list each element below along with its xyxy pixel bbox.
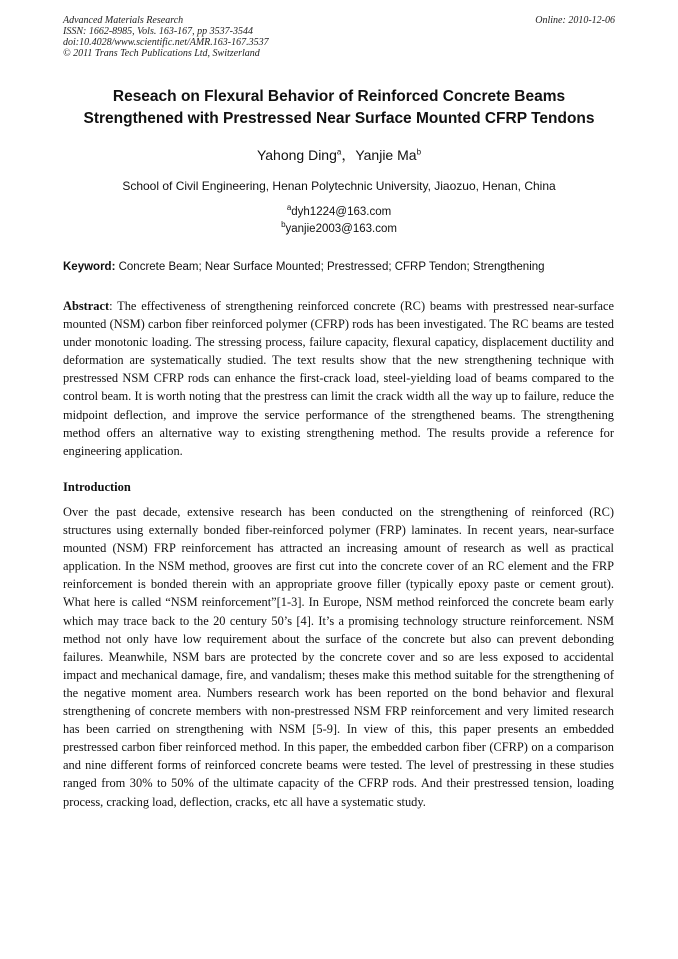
author-separator: ， bbox=[341, 147, 356, 163]
title-line-1: Reseach on Flexural Behavior of Reinforced Concrete Beams bbox=[112, 88, 566, 105]
author-2-affil: b bbox=[416, 147, 422, 157]
paper-title bbox=[40, 86, 638, 130]
abstract-text: : The effectiveness of strengthening reinforced concrete (RC) beams with prestressed near-surface mounted (NSM) carbon fiber reinforced polymer (CFRP) rods has been investigated. The RC beams are tested under monotonic loading. The stressing process, failure capacity, flexural capaticy, displacement ductility and deformation are systematically studied. The text results show that the new strengthening technique with prestressed NSM CFRP rods can enhance the first-crack load, steel-yielding load of beams compared to the control beam. It is worth noting that the prestress can limit the crack width all the way up to failure, reduce the midpoint deflection, and improve the service performance of the strengthened beams. The strengthening method offers an alternative way to existing strengthening method. The results provide a reference for engineering application. bbox=[63, 299, 614, 458]
author-2: Yanjie Ma bbox=[355, 147, 417, 163]
email-2: yanjie2003@163.com bbox=[285, 223, 397, 235]
email-1-line bbox=[0, 204, 678, 221]
author-1-affil: a bbox=[336, 147, 342, 157]
introduction-body: Over the past decade, extensive research has been conducted on the strengthening of reinforced (RC) structures using externally bonded fiber-reinforced polymer (FRP) laminates. In recent years, near-surface mounted (NSM) FRP reinforcement has attracted an increasing amount of research as well as practical application. In the NSM method, grooves are first cut into the concrete cover of an RC element and the FRP reinforcement is bonded therein with an appropriate groove filler (typically epoxy paste or cement grout). What here is called “NSM reinforcement”[1-3]. In Europe, NSM method reinforced the concrete beam early which may trace back to the 20 century 50’s [4]. It’s a promising technology structure reinforcement. NSM method not only have low requirement about the surface of the concrete but also can prevent debonding failures. Meanwhile, NSM bars are protected by the concrete cover and so are less exposed to accidental impact and mechanical damage, fire, and vandalism; theses make this method suitable for the strengthening of the negative moment area. Numbers research work has been reported on the bond behavior and flexural strengthening of concrete members with non-prestressed NSM FRP reinforcement and very limited research has been carried on strengthening with NSM [5-9]. In view of this, this paper presents an embedded prestressed carbon fiber reinforced method. In this paper, the embedded carbon fiber (CFRP) on a comparison and nine different forms of reinforced concrete beams were tested. The level of prestressing in these studies ranged from 30% to 50% of the ultimate capacity of the CFRP rods. And their prestressed tension, loading process, cracking load, deflection, cracks, etc all have a systematic study. bbox=[63, 505, 614, 809]
author-list bbox=[0, 146, 678, 164]
email-1-sup: a bbox=[286, 203, 292, 213]
affiliation: School of Civil Engineering, Henan Polytechnic University, Jiaozuo, Henan, China bbox=[122, 179, 556, 193]
journal-name: Advanced Materials Research bbox=[63, 15, 184, 26]
journal-header bbox=[63, 15, 269, 59]
abstract bbox=[63, 297, 614, 460]
email-2-line bbox=[0, 221, 678, 238]
keywords-text: Concrete Beam; Near Surface Mounted; Prestressed; CFRP Tendon; Strengthening bbox=[115, 261, 545, 273]
email-1: dyh1224@163.com bbox=[291, 206, 392, 218]
abstract-label: Abstract bbox=[63, 299, 110, 313]
issn-line: ISSN: 1662-8985, Vols. 163-167, pp 3537-3544 bbox=[63, 26, 253, 37]
copyright-line: © 2011 Trans Tech Publications Ltd, Switzerland bbox=[63, 48, 260, 59]
email-2-sup: b bbox=[281, 220, 286, 230]
author-1: Yahong Ding bbox=[256, 147, 337, 163]
keywords-label: Keyword: bbox=[63, 261, 116, 273]
online-date: Online: 2010-12-06 bbox=[535, 15, 615, 26]
email-list bbox=[0, 204, 678, 238]
doi-line: doi:10.4028/www.scientific.net/AMR.163-167.3537 bbox=[63, 37, 269, 48]
keywords bbox=[63, 260, 623, 275]
section-heading-introduction: Introduction bbox=[63, 480, 131, 494]
title-line-2: Strengthened with Prestressed Near Surface Mounted CFRP Tendons bbox=[83, 110, 595, 127]
